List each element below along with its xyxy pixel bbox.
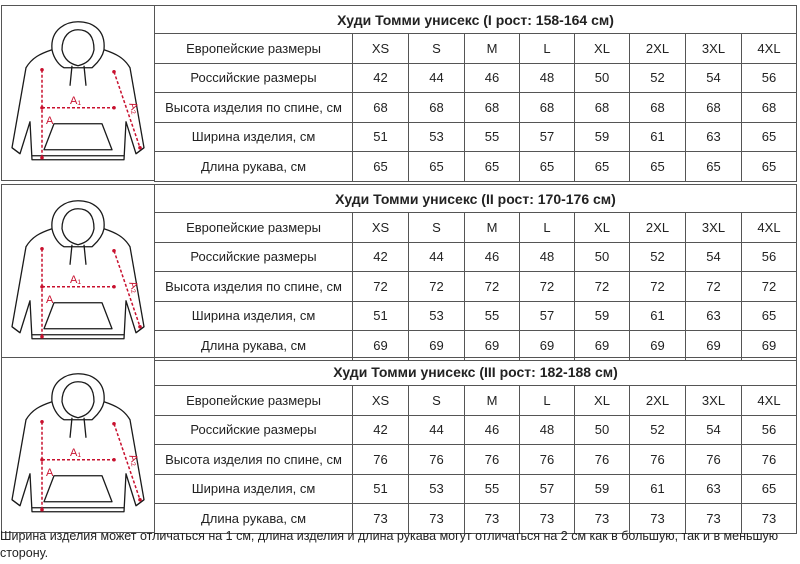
table-cell: 57 (520, 474, 575, 504)
table-cell: 65 (742, 301, 797, 331)
table-cell: 76 (742, 445, 797, 475)
table-cell: S (409, 213, 465, 243)
table-cell: 69 (409, 331, 465, 361)
table-cell: 61 (630, 301, 686, 331)
table-cell: 4XL (742, 34, 797, 64)
table-cell: 51 (353, 301, 409, 331)
height-label: A (46, 293, 54, 306)
table-cell: 3XL (686, 34, 742, 64)
table-row (155, 445, 797, 475)
table-cell: S (409, 386, 465, 416)
table-cell: 63 (686, 122, 742, 152)
table-cell: 69 (520, 331, 575, 361)
hoodie-drawing (12, 22, 144, 160)
table-row (155, 93, 797, 123)
hoodie-drawing (12, 201, 144, 339)
measure-point (40, 68, 44, 72)
measure-point (40, 106, 44, 110)
table-cell: 68 (520, 93, 575, 123)
table-cell: 76 (353, 445, 409, 475)
table-cell: 69 (686, 331, 742, 361)
row-label: Европейские размеры (155, 213, 353, 243)
table-row (155, 272, 797, 302)
row-label: Российские размеры (155, 63, 353, 93)
measurement-arrowheads (40, 247, 142, 339)
drawstrings (70, 66, 86, 86)
size-tolerance-note: Ширина изделия может отличаться на 1 см, длина изделия и длина рукава могут отличаться на 2 см как в большую, так и в меньшую сторону. (0, 529, 779, 560)
kangaroo-pocket (44, 476, 112, 502)
measure-point (40, 508, 44, 512)
table-cell: 2XL (630, 213, 686, 243)
table-cell: 68 (686, 93, 742, 123)
table-cell: 73 (520, 504, 575, 534)
table-cell: 63 (686, 301, 742, 331)
measure-point (112, 106, 116, 110)
row-label: Ширина изделия, см (155, 474, 353, 504)
row-label: Высота изделия по спине, см (155, 93, 353, 123)
measure-point (112, 422, 116, 426)
height-label: A (46, 114, 54, 127)
table-cell: 46 (465, 242, 520, 272)
measure-point (40, 458, 44, 462)
table-cell: 46 (465, 63, 520, 93)
table-cell: 42 (353, 415, 409, 445)
table-cell: 52 (630, 415, 686, 445)
table-cell: 73 (409, 504, 465, 534)
table-cell: 73 (465, 504, 520, 534)
table-cell: 69 (575, 331, 630, 361)
table-cell: 53 (409, 474, 465, 504)
table-cell: 72 (742, 272, 797, 302)
hoodie-drawing (12, 374, 144, 512)
measure-point (40, 335, 44, 339)
table-cell: 68 (409, 93, 465, 123)
row-label: Высота изделия по спине, см (155, 272, 353, 302)
table-row (155, 213, 797, 243)
table-row (155, 63, 797, 93)
table-row (155, 301, 797, 331)
table-cell: XL (575, 34, 630, 64)
table-cell: 69 (465, 331, 520, 361)
table-cell: 4XL (742, 213, 797, 243)
table-cell: 56 (742, 63, 797, 93)
table-cell: 72 (520, 272, 575, 302)
row-label: Российские размеры (155, 415, 353, 445)
table-cell: 44 (409, 242, 465, 272)
table-cell: 50 (575, 415, 630, 445)
row-label: Длина рукава, см (155, 331, 353, 361)
hood-shape (52, 22, 104, 68)
table-title-row (155, 185, 797, 213)
table-cell: 53 (409, 122, 465, 152)
table-cell: 61 (630, 474, 686, 504)
table-cell: 68 (465, 93, 520, 123)
table-cell: 3XL (686, 386, 742, 416)
table-cell: 73 (353, 504, 409, 534)
table-cell: 65 (575, 152, 630, 182)
row-label: Европейские размеры (155, 386, 353, 416)
hood-shape (52, 374, 104, 420)
table-title: Худи Томми унисекс (I рост: 158-164 см) (155, 6, 797, 34)
table-title-row (155, 358, 797, 386)
table-cell: 4XL (742, 386, 797, 416)
measurement-arrowheads (40, 68, 142, 160)
table-cell: 72 (465, 272, 520, 302)
table-cell: 68 (742, 93, 797, 123)
table-cell: L (520, 34, 575, 64)
height-label: A (46, 466, 54, 479)
table-cell: M (465, 386, 520, 416)
hood-opening (62, 382, 94, 418)
size-table (154, 5, 797, 182)
table-cell: 42 (353, 63, 409, 93)
table-cell: XS (353, 386, 409, 416)
hoodie-outline (12, 374, 144, 512)
hood-shape (52, 201, 104, 247)
table-title: Худи Томми унисекс (II рост: 170-176 см) (155, 185, 797, 213)
table-cell: 73 (630, 504, 686, 534)
row-label: Ширина изделия, см (155, 122, 353, 152)
table-cell: 63 (686, 474, 742, 504)
table-cell: 69 (353, 331, 409, 361)
table-cell: 53 (409, 301, 465, 331)
table-cell: 65 (742, 152, 797, 182)
table-cell: 59 (575, 122, 630, 152)
measure-point (112, 70, 116, 74)
table-cell: XS (353, 34, 409, 64)
row-label: Длина рукава, см (155, 504, 353, 534)
size-table (154, 184, 797, 361)
table-cell: 55 (465, 301, 520, 331)
table-cell: 76 (465, 445, 520, 475)
table-cell: 65 (686, 152, 742, 182)
table-cell: 61 (630, 122, 686, 152)
measure-point (112, 249, 116, 253)
width-label: A₁ (70, 94, 82, 107)
hoodie-measurement-diagram (1, 5, 155, 181)
table-cell: 2XL (630, 386, 686, 416)
hoodie-icon (2, 6, 154, 180)
table-cell: 54 (686, 415, 742, 445)
table-cell: 57 (520, 301, 575, 331)
table-row (155, 474, 797, 504)
table-cell: 52 (630, 242, 686, 272)
hoodie-icon (2, 185, 154, 359)
table-cell: 55 (465, 122, 520, 152)
table-cell: 46 (465, 415, 520, 445)
table-cell: 65 (742, 122, 797, 152)
table-cell: L (520, 213, 575, 243)
table-cell: 51 (353, 474, 409, 504)
drawstrings (70, 418, 86, 438)
table-row (155, 331, 797, 361)
table-cell: XL (575, 213, 630, 243)
table-cell: 72 (409, 272, 465, 302)
table-cell: 48 (520, 63, 575, 93)
table-cell: 44 (409, 63, 465, 93)
table-cell: 73 (575, 504, 630, 534)
table-cell: 76 (630, 445, 686, 475)
table-title-row (155, 6, 797, 34)
table-row (155, 242, 797, 272)
row-label: Длина рукава, см (155, 152, 353, 182)
measure-point (138, 146, 142, 150)
hoodie-outline (12, 22, 144, 160)
table-cell: 76 (520, 445, 575, 475)
table-cell: 69 (630, 331, 686, 361)
drawstrings (70, 245, 86, 265)
table-cell: 57 (520, 122, 575, 152)
table-cell: S (409, 34, 465, 64)
table-cell: 2XL (630, 34, 686, 64)
table-cell: 68 (353, 93, 409, 123)
hoodie-outline (12, 201, 144, 339)
table-cell: 65 (409, 152, 465, 182)
row-label: Европейские размеры (155, 34, 353, 64)
measure-point (40, 247, 44, 251)
hood-opening (62, 30, 94, 66)
table-cell: 56 (742, 242, 797, 272)
table-cell: 72 (575, 272, 630, 302)
table-cell: 59 (575, 474, 630, 504)
table-cell: 50 (575, 63, 630, 93)
table-cell: 65 (353, 152, 409, 182)
table-cell: 65 (520, 152, 575, 182)
table-cell: 76 (409, 445, 465, 475)
measure-point (138, 325, 142, 329)
table-cell: M (465, 213, 520, 243)
kangaroo-pocket (44, 124, 112, 150)
hoodie-measurement-diagram (1, 357, 155, 533)
table-cell: 59 (575, 301, 630, 331)
width-label: A₁ (70, 273, 82, 286)
measure-point (40, 156, 44, 160)
table-cell: 69 (742, 331, 797, 361)
table-cell: 76 (686, 445, 742, 475)
measure-point (112, 458, 116, 462)
table-cell: 50 (575, 242, 630, 272)
measure-point (112, 285, 116, 289)
measure-point (40, 285, 44, 289)
table-cell: 72 (686, 272, 742, 302)
sleeve-label: A₂ (126, 279, 142, 295)
kangaroo-pocket (44, 303, 112, 329)
table-cell: 65 (742, 474, 797, 504)
table-cell: 72 (353, 272, 409, 302)
row-label: Ширина изделия, см (155, 301, 353, 331)
table-cell: 3XL (686, 213, 742, 243)
table-cell: 56 (742, 415, 797, 445)
width-label: A₁ (70, 446, 82, 459)
measure-point (138, 498, 142, 502)
table-cell: 72 (630, 272, 686, 302)
table-cell: XS (353, 213, 409, 243)
size-table (154, 357, 797, 534)
table-cell: L (520, 386, 575, 416)
table-cell: 55 (465, 474, 520, 504)
table-row (155, 34, 797, 64)
measure-point (40, 420, 44, 424)
sleeve-label: A₂ (126, 100, 142, 116)
table-title: Худи Томми унисекс (III рост: 182-188 см) (155, 358, 797, 386)
row-label: Российские размеры (155, 242, 353, 272)
table-cell: 68 (630, 93, 686, 123)
table-cell: 54 (686, 242, 742, 272)
hoodie-measurement-diagram (1, 184, 155, 360)
hood-opening (62, 209, 94, 245)
table-cell: 54 (686, 63, 742, 93)
table-row (155, 152, 797, 182)
table-cell: 73 (686, 504, 742, 534)
table-cell: 42 (353, 242, 409, 272)
table-cell: 52 (630, 63, 686, 93)
table-cell: 51 (353, 122, 409, 152)
table-cell: 48 (520, 415, 575, 445)
measurement-arrowheads (40, 420, 142, 512)
table-cell: 65 (465, 152, 520, 182)
table-cell: 76 (575, 445, 630, 475)
table-cell: XL (575, 386, 630, 416)
table-cell: 73 (742, 504, 797, 534)
table-row (155, 415, 797, 445)
row-label: Высота изделия по спине, см (155, 445, 353, 475)
sleeve-label: A₂ (126, 452, 142, 468)
table-cell: 44 (409, 415, 465, 445)
hoodie-icon (2, 358, 154, 532)
table-row (155, 386, 797, 416)
table-cell: M (465, 34, 520, 64)
table-cell: 65 (630, 152, 686, 182)
table-cell: 68 (575, 93, 630, 123)
table-row (155, 122, 797, 152)
table-cell: 48 (520, 242, 575, 272)
